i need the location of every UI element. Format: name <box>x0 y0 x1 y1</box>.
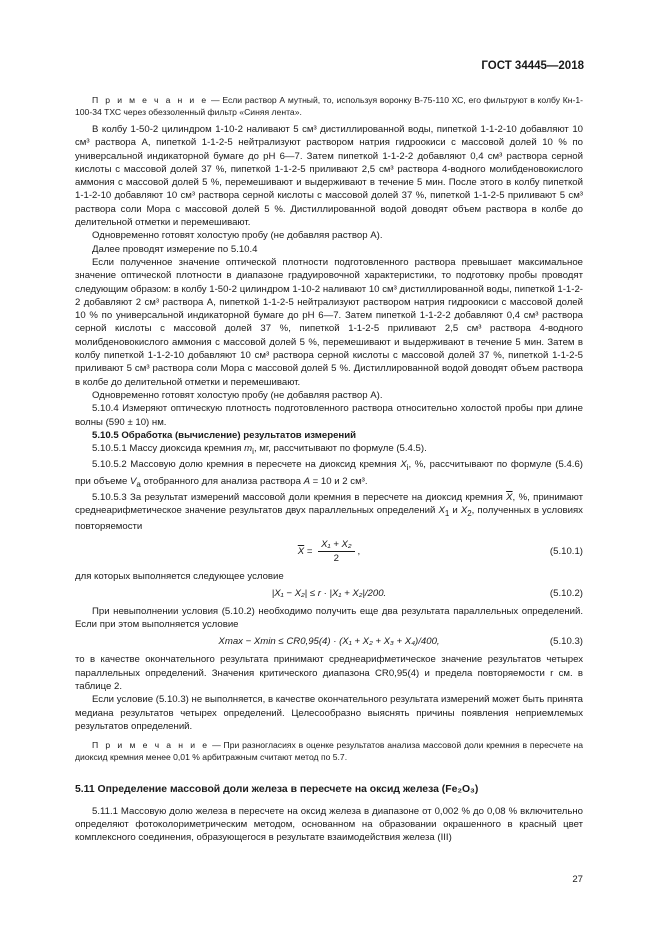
paragraph-alternative: Если полученное значение оптической плотности подготовленного раствора превышает максимальное значение оптической плотности в диапазоне градуировочной характеристики, то подготовку пробы проводят следующим образом: в колбу 1-50-2 цилиндром 1-10-2 наливают 10 см³ дистиллированной воды, пипеткой 1-1-2-2 добавляют 2 см³ раствора А, пипеткой 1-1-2-5 нейтрализуют раствором натрия гидроокиси с массовой долей 10 % по универсальной индикаторной бумаге до рН 6—7. Затем пипеткой 1-1-2-2 добавляют 0,4 см³ раствора серной кислоты с массовой долей 37 %, пипеткой 1-1-2-5 приливают 2,5 см³ раствора 4-водного молибденовокислого аммония с массовой долей 5 %, перемешивают и выдерживают в течение 5 мин. Затем в колбу пипеткой 1-1-2-10 добавляют 10 см³ раствора серной кислоты с массовой долей 37 %, пипеткой 1-1-2-5 приливают 5 см³ раствора соли Мора с массовой долей 5 %. Дистиллированной водой доводят объем раствора в колбе до делительной отметки и перемешивают. <box>75 256 583 388</box>
formula-5-10-3 <box>75 631 583 653</box>
formula-5-10-1 <box>75 534 583 570</box>
heading-5-10-5: 5.10.5 Обработка (вычисление) результатов измерений <box>92 429 357 441</box>
paragraph-5-10-4: 5.10.4 Измеряют оптическую плотность подготовленного раствора относительно холостой пробы при длине волны (590 ± 10) нм. <box>75 403 583 428</box>
paragraph-5-11-1: 5.11.1 Массовую долю железа в пересчете на оксид железа в диапазоне от 0,002 % до 0,08 % включительно определяют фотоколориметрическим методом, основанном на образовании окрашенного в красный цвет комплексного соединения, образующегося в результате взаимодействия железа (III) <box>75 805 583 844</box>
paragraph-blank-2: Одновременно готовят холостую пробу (не добавляя раствор А). <box>92 389 383 401</box>
formula-5-10-2 <box>75 583 583 605</box>
paragraph-5-10-5-1: 5.10.5.1 Массу диоксида кремния $m_i$, мг, рассчитывают по формуле (5.4.5). <box>92 443 427 457</box>
formula-repeatability: |X₁ − X₂| ≤ r · |X₁ + X₂|/200. <box>271 587 387 599</box>
equation-number: (5.10.3) <box>549 636 583 648</box>
page-number: 27 <box>572 874 583 885</box>
heading-5-11: 5.11 Определение массовой доли железа в пересчете на оксид железа (Fe₂O₃) <box>75 784 479 796</box>
equation-number: (5.10.1) <box>549 545 583 557</box>
note-label: П р и м е ч а н и е <box>92 740 210 751</box>
note-text: — При разногласиях в оценке результатов анализа массовой доли кремния в пересчете на диоксид кремния менее 0,01 % арбитражным считают метод по 5.7. <box>75 740 583 763</box>
note-label: П р и м е ч а н и е <box>92 95 209 105</box>
paragraph-measure-ref: Далее проводят измерение по 5.10.4 <box>92 243 258 255</box>
note-filtering <box>75 94 583 118</box>
paragraph-median: Если условие (5.10.3) не выполняется, в качестве окончательного результата измерений может быть принята медиана результатов четырех определений. Целесообразно выяснять причины появления неприемлемых результатов определений. <box>75 694 583 732</box>
fraction: $\frac{\text{X₁ + X₂}}{2}$ <box>318 538 354 565</box>
paragraph-condition: для которых выполняется следующее условие <box>75 570 284 582</box>
page-content <box>75 94 583 844</box>
paragraph-blank: Одновременно готовят холостую пробу (не добавляя раствор А). <box>92 230 383 242</box>
formula-critical-range: Xmax − Xmin ≤ CR0,95(4) · (X₁ + X₂ + X₃ + X₄)/400, <box>218 636 440 648</box>
note-text: — Если раствор А мутный, то, используя воронку В-75-110 ХС, его фильтруют в колбу Кн-1-100-34 ТХС через обеззоленный фильтр «Синяя лента». <box>75 95 583 117</box>
note-arbitration <box>75 739 583 763</box>
equation-number: (5.10.2) <box>549 587 583 599</box>
document-id: ГОСТ 34445—2018 <box>481 60 584 72</box>
paragraph-nonfulfilment: При невыполнении условия (5.10.2) необходимо получить еще два результата параллельных определений. Если при этом выполняется условие <box>75 605 583 631</box>
paragraph-final-result: то в качестве окончательного результата принимают среднеарифметическое значение результатов четырех параллельных определений. Значения критического диапазона CR0,95(4) и предела повторяемости r см. в таблице 2. <box>75 654 583 693</box>
paragraph-5-10-5-2: 5.10.5.2 Массовую долю кремния в пересчете на диоксид кремния $X_i$, %, рассчитывают по формуле (5.4.6) при объеме $V_а$ отобранного для анализа раствора А = 10 и 2 см³. <box>75 459 583 489</box>
paragraph-5-10-5-3: 5.10.5.3 За результат измерений массовой доли кремния в пересчете на диоксид кремния $\overline{X}$, %, принимают среднеарифметическое значение результатов двух параллельных определений $X_1$ и $X_2$, полученных в условиях повторяемости <box>75 491 583 533</box>
formula-mean: $\overline{X}$ = $\frac{\text{X₁ + X₂}}{2}$ , <box>297 538 361 564</box>
paragraph-procedure: В колбу 1-50-2 цилиндром 1-10-2 наливают 5 см³ дистиллированной воды, пипеткой 1-1-2-10 добавляют 10 см³ раствора А, пипеткой 1-1-2-5 нейтрализуют раствором натрия гидроокиси с массовой долей 10 % по универсальной индикаторной бумаге до рН 6—7. Затем пипеткой 1-1-2-2 добавляют 0,4 см³ раствора серной кислоты с массовой долей 37 %, пипеткой 1-1-2-5 приливают 2,5 см³ раствора 4-водного молибденовокислого аммония с массовой долей 5 %, перемешивают и выдерживают в течение 5 мин. После этого в колбу пипеткой 1-1-2-10 добавляют 10 см³ раствора серной кислоты с массовой долей 37 %, пипеткой 1-1-2-5 приливают 5 см³ раствора соли Мора с массовой долей 5 %. Дистиллированной водой доводят объем раствора в колбе до делительной отметки и перемешивают. <box>75 124 583 229</box>
